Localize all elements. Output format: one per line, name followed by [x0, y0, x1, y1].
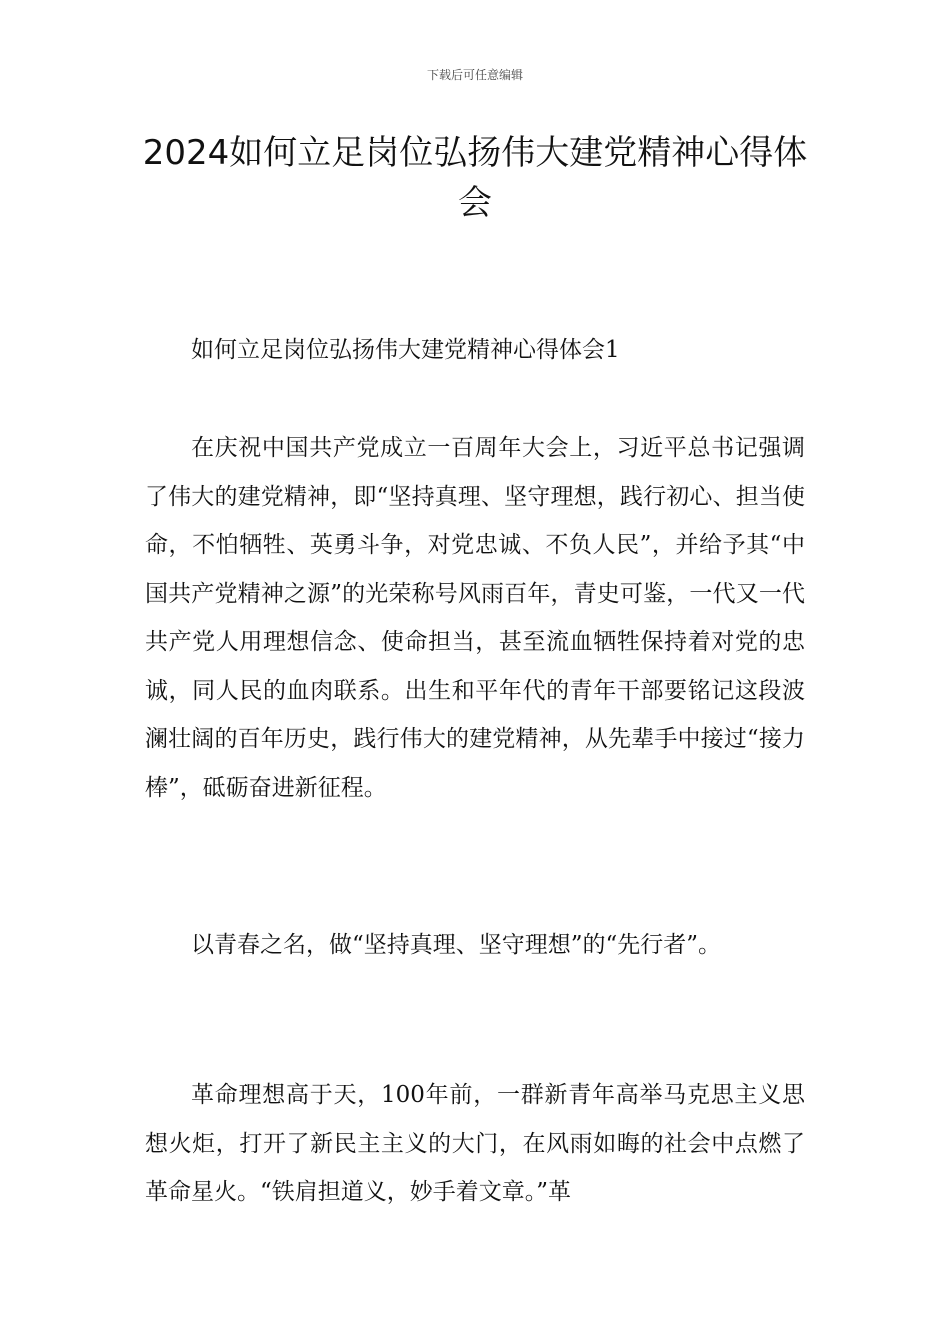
header-note: 下载后可任意编辑	[426, 68, 523, 82]
section-heading: 如何立足岗位弘扬伟大建党精神心得体会1	[191, 337, 620, 363]
paragraph-2: 以青春之名，做“坚持真理、坚守理想”的“先行者”。	[191, 932, 722, 958]
paragraph-1: 在庆祝中国共产党成立一百周年大会上，习近平总书记强调了伟大的建党精神，即“坚持真理、坚守理想，践行初心、担当使命，不怕牺牲、英勇斗争，对党忠诚、不负人民”，并给予其“中国共产党精神之源”的光荣称号风雨百年，青史可鉴，一代又一代共产党人用理想信念、使命担当，甚至流血牺牲保持着对党的忠诚，同人民的血肉联系。出生和平年代的青年干部要铭记这段波澜壮阔的百年历史，践行伟大的建党精神，从先辈手中接过“接力棒”，砥砺奋进新征程。	[145, 435, 805, 801]
paragraph-3: 革命理想高于天，100年前，一群新青年高举马克思主义思想火炬，打开了新民主主义的大门，在风雨如晦的社会中点燃了革命星火。“铁肩担道义，妙手着文章。”革	[145, 1082, 805, 1205]
document-title: 2024如何立足岗位弘扬伟大建党精神心得体会	[142, 133, 808, 223]
